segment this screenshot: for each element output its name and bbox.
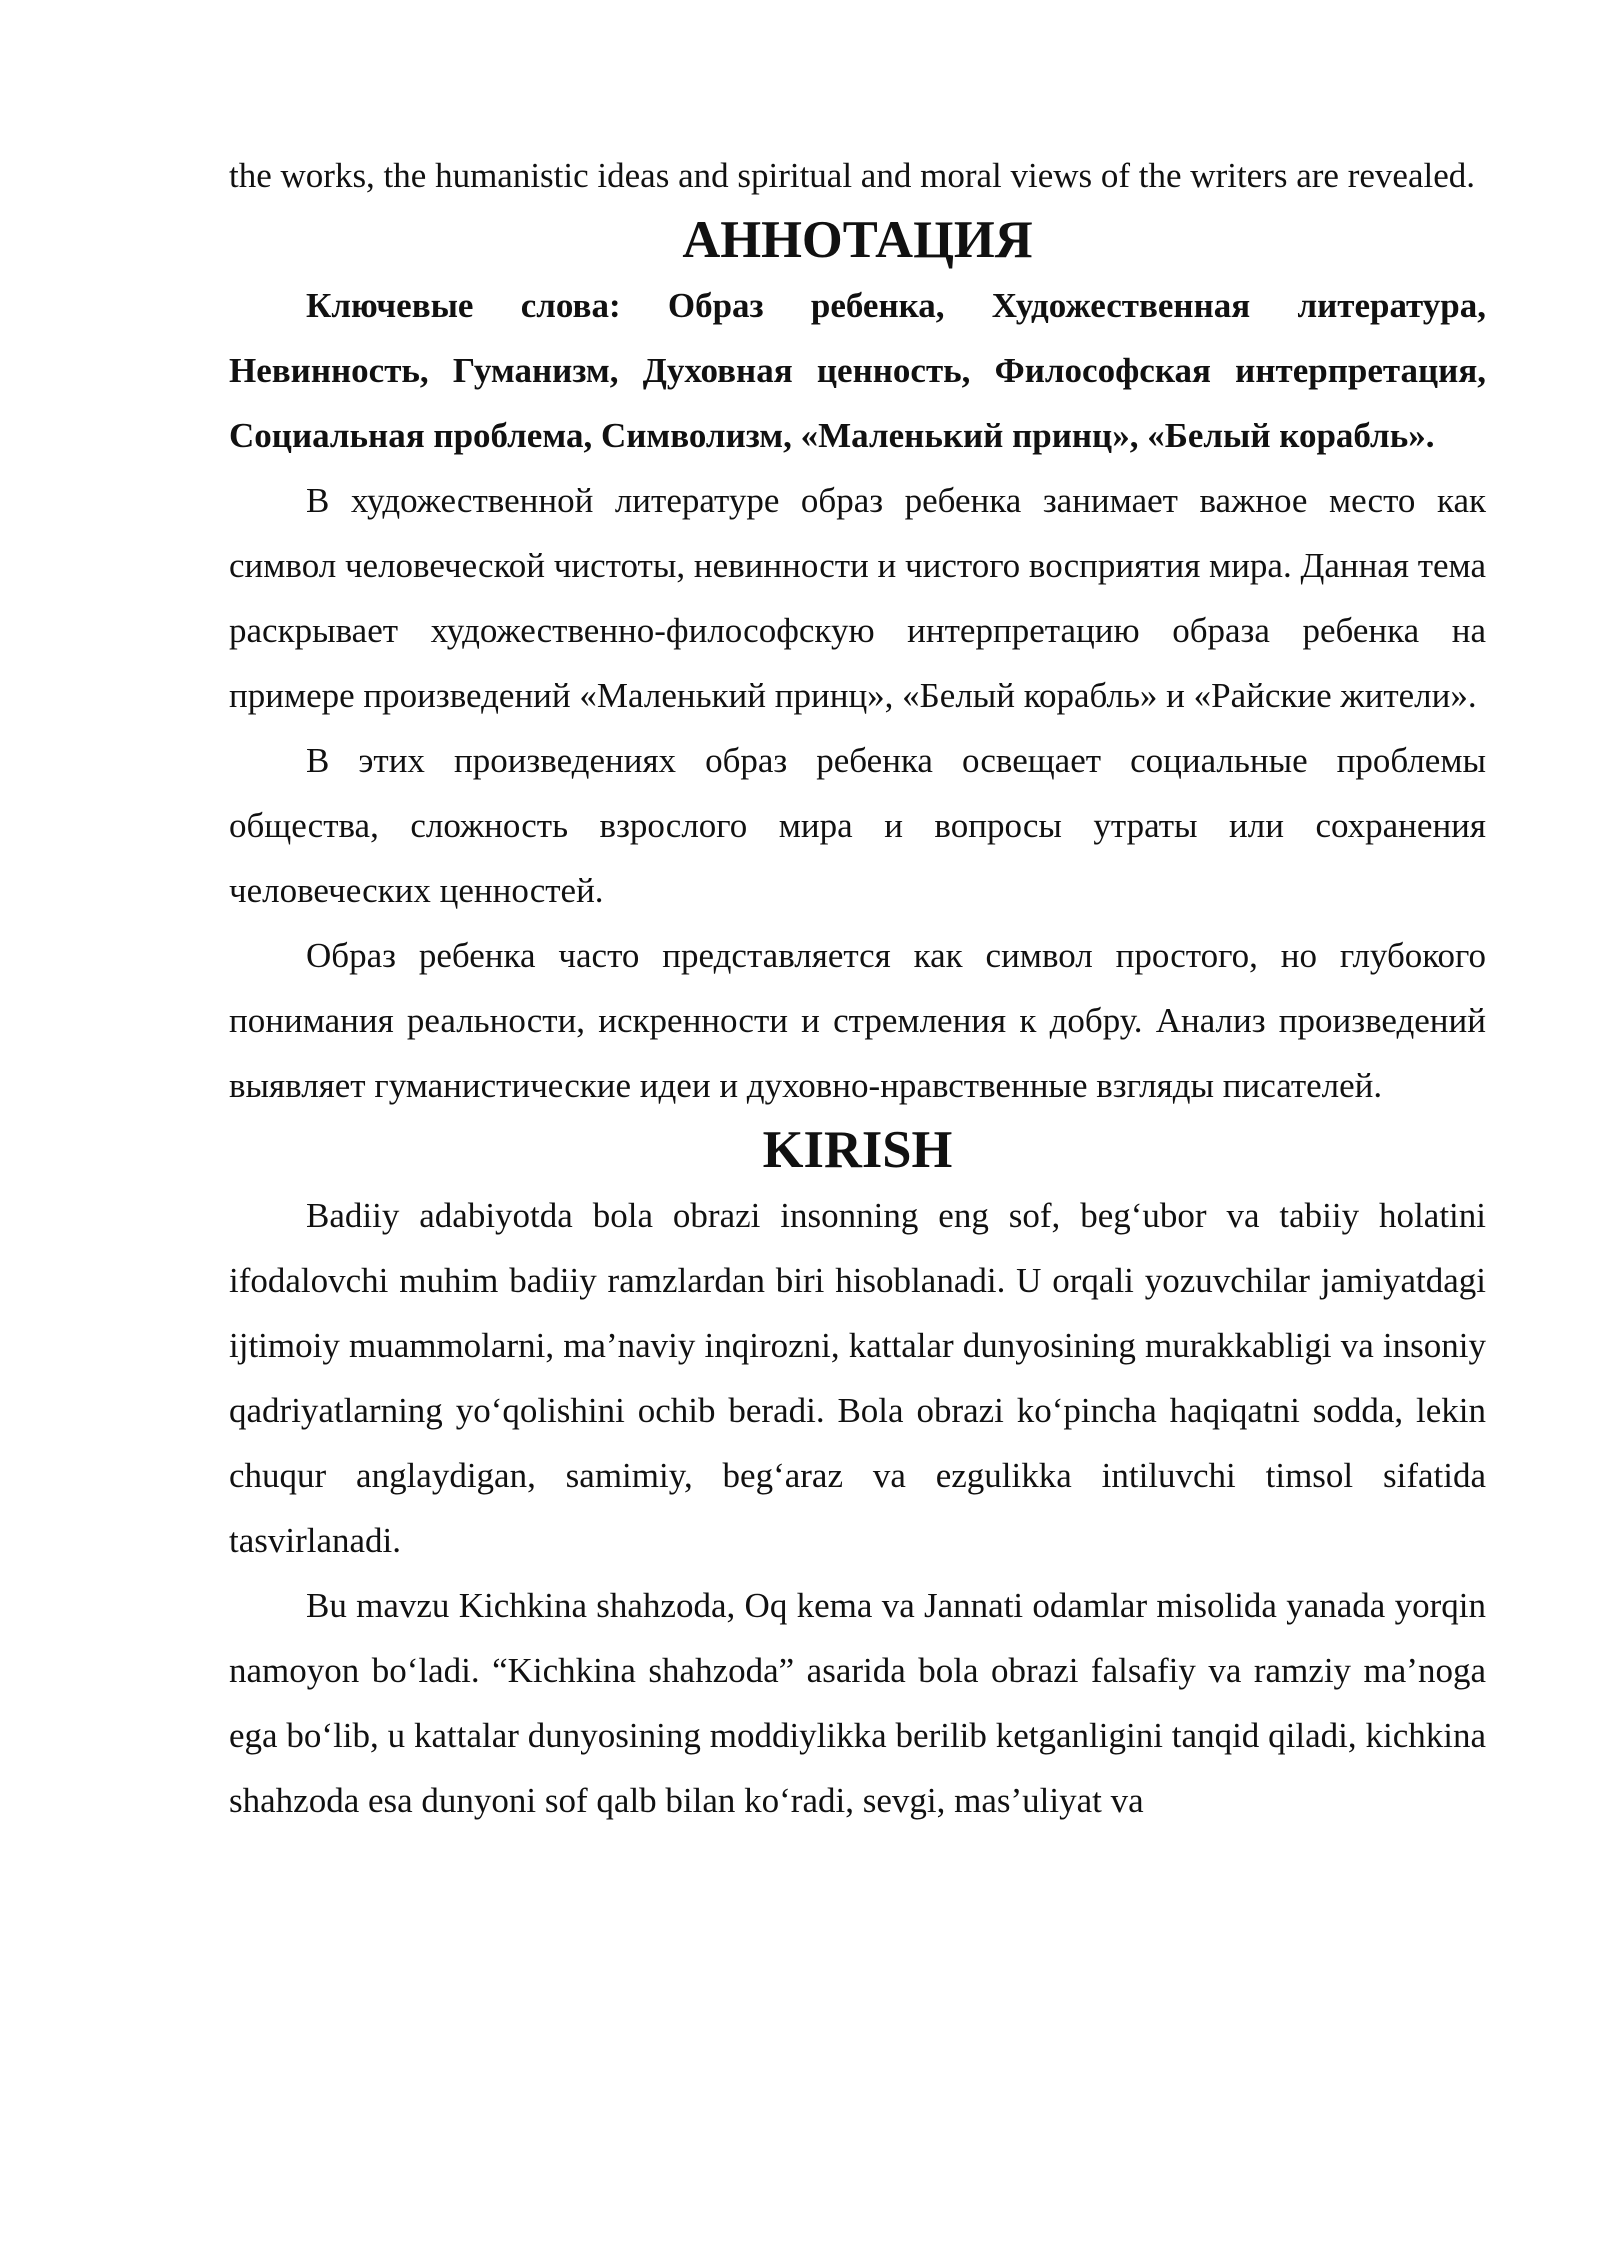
continuation-paragraph: the works, the humanistic ideas and spiritual and moral views of the writers are revealed.	[229, 156, 1475, 195]
annotation-heading: АННОТАЦИЯ	[682, 211, 1033, 269]
annotation-paragraph: В этих произведениях образ ребенка освещает социальные проблемы общества, сложность взрослого мира и вопросы утраты или сохранения человеческих ценностей.	[229, 741, 1486, 910]
intro-paragraph: Bu mavzu Kichkina shahzoda, Oq kema va Jannati odamlar misolida yanada yorqin namoyon bo‘ladi. “Kichkina shahzoda” asarida bola obrazi falsafiy va ramziy ma’noga ega bo‘lib, u kattalar dunyosining moddiylikka berilib ketganligini tanqid qiladi, kichkina shahzoda esa dunyoni sof qalb bilan ko‘radi, sevgi, mas’uliyat va	[229, 1586, 1486, 1820]
annotation-paragraph: В художественной литературе образ ребенка занимает важное место как символ человеческой чистоты, невинности и чистого восприятия мира. Данная тема раскрывает художественно-философскую интерпретацию образа ребенка на примере произведений «Маленький принц», «Белый корабль» и «Райские жители».	[229, 481, 1486, 715]
document-page	[229, 143, 1486, 1833]
intro-paragraph: Badiiy adabiyotda bola obrazi insonning eng sof, beg‘ubor va tabiiy holatini ifodalovchi muhim badiiy ramzlardan biri hisoblanadi. U orqali yozuvchilar jamiyatdagi ijtimoiy muammolarni, ma’naviy inqirozni, kattalar dunyosining murakkabligi va insoniy qadriyatlarning yo‘qolishini ochib beradi. Bola obrazi ko‘pincha haqiqatni sodda, lekin chuqur anglaydigan, samimiy, beg‘araz va ezgulikka intiluvchi timsol sifatida tasvirlanadi.	[229, 1196, 1486, 1560]
annotation-keywords: Ключевые слова: Образ ребенка, Художественная литература, Невинность, Гуманизм, Духовная ценность, Философская интерпретация, Социальная проблема, Символизм, «Маленький принц», «Белый корабль».	[229, 286, 1486, 455]
annotation-paragraph: Образ ребенка часто представляется как символ простого, но глубокого понимания реальности, искренности и стремления к добру. Анализ произведений выявляет гуманистические идеи и духовно-нравственные взгляды писателей.	[229, 936, 1486, 1105]
intro-heading: KIRISH	[762, 1121, 953, 1179]
